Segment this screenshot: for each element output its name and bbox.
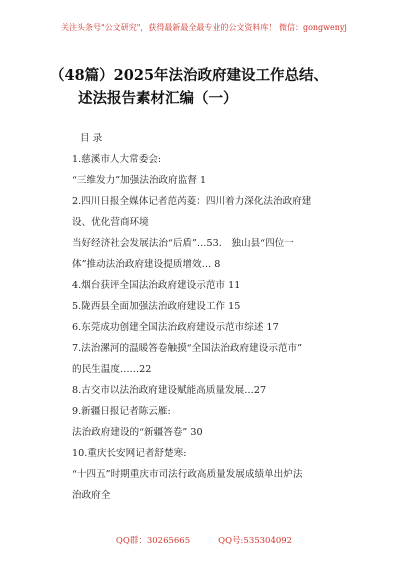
title-line-1: （48篇）2025年法治政府建设工作总结、 [50,67,329,84]
toc-line: 当好经济社会发展法治“后盾”…53． 独山县“四位一 [72,238,294,249]
header-note: 关注头条号"公文研究"，获得最新最全最专业的公文资料库！ 微信：gongwenyj [61,23,347,32]
toc-line: 4.烟台获评全国法治政府建设示范市 11 [72,280,241,291]
toc-line: 2.四川日报全媒体记者范芮菱：四川着力深化法治政府建 [72,196,312,207]
toc-line: 设、优化营商环境 [72,217,149,228]
document-title [50,64,370,110]
toc-line: 的民生温度……22 [72,364,152,375]
toc-line: “十四五”时期重庆市司法行政高质量发展成绩单出炉法 [72,469,303,480]
toc-line: 治政府全 [72,490,111,501]
footer-contact [0,534,408,546]
toc-line: “三维发力”加强法治政府监督 1 [72,175,207,186]
table-of-contents [72,128,372,506]
footer-qq-group: QQ群：30265665 [115,536,191,546]
toc-line: 6.东莞成功创建全国法治政府建设示范市综述 17 [72,322,279,333]
toc-line: 8.古交市以法治政府建设赋能高质量发展…27 [72,385,267,396]
toc-heading: 目 录 [80,133,103,144]
toc-line: 9.新疆日报记者陈云雁: [72,406,171,417]
title-line-2: 述法报告素材汇编（一） [78,90,238,107]
toc-line: 体”推动法治政府建设提质增效… 8 [72,259,221,270]
toc-line: 10.重庆长安网记者舒楚寒: [72,448,187,459]
toc-line: 7.法治漯河的温暖答卷触摸“全国法治政府建设示范市” [72,343,303,354]
footer-qq-number: QQ号:535304092 [218,536,293,546]
toc-line: 1.慈溪市人大常委会: [72,154,162,165]
toc-line: 5.陇西县全面加强法治政府建设工作 15 [72,301,241,312]
toc-line: 法治政府建设的“新疆答卷” 30 [72,427,203,438]
